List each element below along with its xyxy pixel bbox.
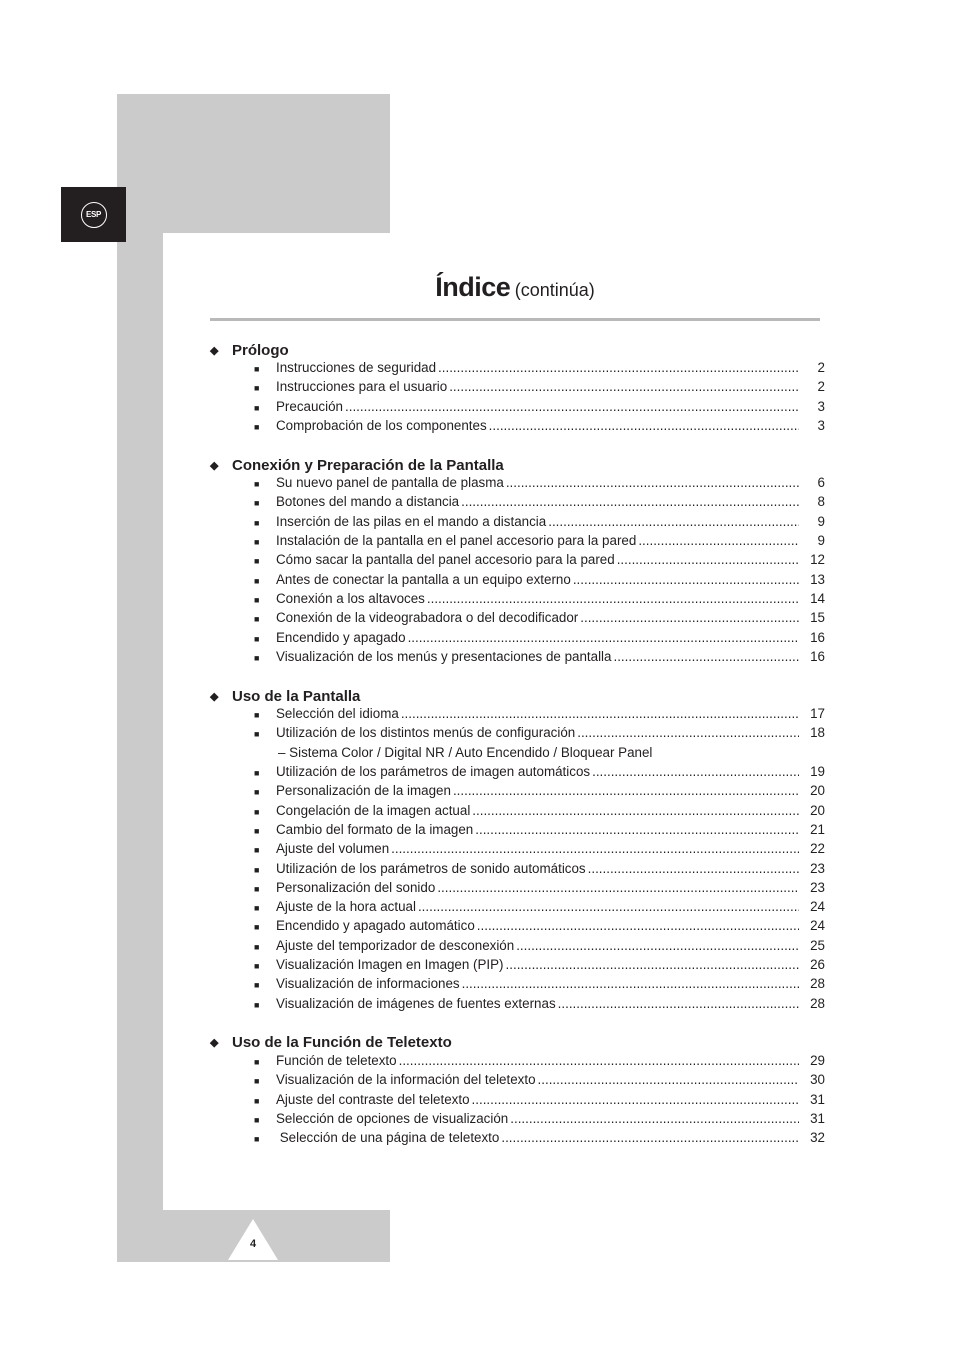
entry-label: Función de teletexto [276,1052,397,1068]
toc-section-uso-pantalla [210,686,825,1015]
square-bullet-icon: ■ [254,787,260,798]
entry-page: 29 [810,1052,825,1068]
dot-leader [438,360,799,375]
square-bullet-icon: ■ [254,903,260,914]
section-heading [210,686,825,706]
dot-leader [638,533,799,548]
entry-page: 22 [810,841,825,857]
section-title: Prólogo [232,341,289,359]
entry-page: 26 [810,957,825,973]
toc-entry[interactable] [210,764,825,783]
square-bullet-icon: ■ [254,768,260,779]
square-bullet-icon: ■ [254,537,260,548]
entry-label: Selección del idioma [276,706,399,722]
entry-page: 9 [817,533,825,549]
toc-entry[interactable] [210,725,825,744]
entry-label: Cómo sacar la pantalla del panel accesorio para la pared [276,552,615,568]
title-sub: (continúa) [514,280,595,300]
dot-leader [472,1092,799,1107]
entry-page: 30 [810,1072,825,1088]
toc-entry[interactable] [210,1053,825,1072]
page-number: 4 [249,1238,257,1250]
dot-leader [501,1130,799,1145]
table-of-contents [210,340,825,1167]
entry-label: Selección de opciones de visualización [276,1110,509,1126]
dot-leader [592,764,799,779]
toc-section-teletexto [210,1033,825,1149]
toc-entry[interactable] [210,1092,825,1111]
square-bullet-icon: ■ [254,633,260,644]
entry-page: 16 [810,648,825,664]
entry-label: Instalación de la pantalla en el panel accesorio para la pared [276,533,637,549]
diamond-icon: ◆ [210,690,219,703]
entry-label: Visualización de los menús y presentaciones de pantalla [276,648,612,664]
dot-leader [548,514,799,529]
entry-page: 28 [810,976,825,992]
dot-leader [475,822,799,837]
square-bullet-icon: ■ [254,652,260,663]
square-bullet-icon: ■ [254,825,260,836]
square-bullet-icon: ■ [254,594,260,605]
entry-page: 16 [810,629,825,645]
toc-entry[interactable] [210,803,825,822]
entry-page: 21 [810,821,825,837]
dot-leader [408,630,799,645]
entry-page: 13 [810,571,825,587]
square-bullet-icon: ■ [254,980,260,991]
toc-entry[interactable] [210,841,825,860]
entry-page: 12 [810,552,825,568]
dot-leader [345,399,799,414]
entry-label: Utilización de los parámetros de imagen automáticos [276,764,591,780]
entry-page: 17 [810,706,825,722]
entry-page: 2 [817,360,825,375]
entry-page: 20 [810,802,825,818]
entry-label: Visualización Imagen en Imagen (PIP) [276,957,504,973]
entry-label: Conexión a los altavoces [276,590,425,606]
entry-page: 31 [810,1110,825,1126]
section-title: Conexión y Preparación de la Pantalla [232,456,504,474]
entry-page: 6 [817,475,825,491]
title-divider [210,318,820,321]
dot-leader [477,918,799,933]
square-bullet-icon: ■ [254,883,260,894]
entry-label: Antes de conectar la pantalla a un equipo externo [276,571,571,587]
toc-entry[interactable] [210,1072,825,1091]
entry-label: Precaución [276,398,343,414]
toc-section-prologo [210,340,825,437]
dot-leader [573,572,799,587]
square-bullet-icon: ■ [254,864,260,875]
section-title: Uso de la Pantalla [232,687,361,705]
entry-label: Botones del mando a distancia [276,494,460,510]
toc-entry[interactable] [210,880,825,899]
entry-label: Encendido y apagado [276,629,406,645]
toc-entry[interactable] [210,996,825,1015]
toc-entry[interactable] [210,591,825,610]
entry-page: 14 [810,590,825,606]
dot-leader [613,649,799,664]
entry-label: Conexión de la videograbadora o del decodificador [276,610,579,626]
entry-page: 19 [810,764,825,780]
toc-entry[interactable] [210,572,825,591]
toc-entry[interactable] [210,514,825,533]
entry-label: Cambio del formato de la imagen [276,821,474,837]
dot-leader [399,1053,799,1068]
dot-leader [516,938,799,953]
toc-entry[interactable] [210,533,825,552]
toc-entry[interactable] [210,1130,825,1149]
side-band [117,94,163,1262]
dot-leader [588,861,799,876]
square-bullet-icon: ■ [254,1056,260,1067]
square-bullet-icon: ■ [254,556,260,567]
entry-label: Personalización del sonido [276,879,436,895]
dot-leader [453,783,799,798]
toc-entry[interactable] [210,494,825,513]
toc-entry[interactable] [210,783,825,802]
entry-page: 2 [817,379,825,395]
square-bullet-icon: ■ [254,961,260,972]
square-bullet-icon: ■ [254,479,260,490]
toc-entry[interactable] [210,861,825,880]
entry-label: Ajuste del temporizador de desconexión [276,937,515,953]
entry-label: Selección de una página de teletexto [276,1130,500,1146]
square-bullet-icon: ■ [254,729,260,740]
toc-entry[interactable] [210,379,825,398]
square-bullet-icon: ■ [254,421,260,432]
language-badge-label: ESP [81,202,107,228]
square-bullet-icon: ■ [254,383,260,394]
toc-entry[interactable] [210,552,825,571]
toc-entry[interactable] [210,976,825,995]
square-bullet-icon: ■ [254,364,260,374]
entry-page: 3 [817,398,825,414]
entry-label: Comprobación de los componentes [276,417,487,433]
entry-page: 15 [810,610,825,626]
square-bullet-icon: ■ [254,845,260,856]
section-heading [210,455,825,475]
language-badge [61,187,126,242]
square-bullet-icon: ■ [254,1076,260,1087]
dot-leader [577,725,799,740]
square-bullet-icon: ■ [254,402,260,413]
entry-page: 25 [810,937,825,953]
entry-page: 32 [810,1130,825,1146]
square-bullet-icon: ■ [254,806,260,817]
entry-page: 9 [817,513,825,529]
diamond-icon: ◆ [210,344,219,357]
entry-label: Inserción de las pilas en el mando a distancia [276,513,547,529]
dot-leader [462,976,799,991]
entry-label: Ajuste del volumen [276,841,390,857]
title-main: Índice [435,272,511,302]
square-bullet-icon: ■ [254,575,260,586]
square-bullet-icon: ■ [254,999,260,1010]
dot-leader [449,379,799,394]
entry-page: 8 [817,494,825,510]
toc-entry[interactable] [210,899,825,918]
square-bullet-icon: ■ [254,1134,260,1145]
square-bullet-icon: ■ [254,614,260,625]
entry-page: 23 [810,879,825,895]
toc-entry[interactable] [210,630,825,649]
entry-page: 20 [810,783,825,799]
toc-entry[interactable] [210,649,825,668]
toc-entry[interactable] [210,706,825,725]
dot-leader [391,841,799,856]
toc-entry[interactable] [210,957,825,976]
entry-label: Personalización de la imagen [276,783,451,799]
entry-page: 28 [810,995,825,1011]
toc-entry[interactable] [210,418,825,437]
page-title [210,272,820,303]
toc-section-conexion [210,455,825,668]
diamond-icon: ◆ [210,1037,219,1050]
entry-page: 24 [810,899,825,915]
square-bullet-icon: ■ [254,710,260,721]
dot-leader [489,418,799,433]
dot-leader [472,803,799,818]
section-title: Uso de la Función de Teletexto [232,1034,452,1052]
entry-label: Ajuste del contraste del teletexto [276,1091,470,1107]
entry-page: 3 [817,417,825,433]
toc-entry[interactable] [210,822,825,841]
entry-label: Su nuevo panel de pantalla de plasma [276,475,504,491]
toc-entry[interactable] [210,360,825,379]
square-bullet-icon: ■ [254,517,260,528]
dot-leader [558,996,799,1011]
entry-page: 31 [810,1091,825,1107]
toc-entry[interactable] [210,1111,825,1130]
diamond-icon: ◆ [210,459,219,472]
dot-leader [617,552,799,567]
entry-page: 23 [810,860,825,876]
dot-leader [510,1111,799,1126]
square-bullet-icon: ■ [254,922,260,933]
entry-label: Instrucciones de seguridad [276,360,437,375]
square-bullet-icon: ■ [254,498,260,509]
entry-label: Visualización de imágenes de fuentes externas [276,995,556,1011]
square-bullet-icon: ■ [254,1114,260,1125]
section-heading [210,340,825,360]
entry-label: Congelación de la imagen actual [276,802,471,818]
entry-label: Visualización de la información del teletexto [276,1072,536,1088]
toc-entry[interactable] [210,918,825,937]
square-bullet-icon: ■ [254,941,260,952]
dot-leader [461,494,799,509]
entry-label: Instrucciones para el usuario [276,379,448,395]
toc-entry[interactable] [210,938,825,957]
dot-leader [437,880,799,895]
entry-label: Ajuste de la hora actual [276,899,416,915]
entry-label: Utilización de los parámetros de sonido automáticos [276,860,586,876]
dot-leader [401,706,799,721]
toc-entry[interactable] [210,399,825,418]
dot-leader [506,957,799,972]
dot-leader [538,1072,799,1087]
dot-leader [418,899,799,914]
top-gray-block [117,94,390,233]
toc-entry[interactable] [210,610,825,629]
entry-label: Visualización de informaciones [276,976,460,992]
toc-entry[interactable] [210,475,825,494]
entry-label: Utilización de los distintos menús de configuración [276,725,576,741]
square-bullet-icon: ■ [254,1095,260,1106]
dot-leader [506,475,799,490]
section-heading [210,1033,825,1053]
entry-page: 18 [810,725,825,741]
entry-subnote: – Sistema Color / Digital NR / Auto Encendido / Bloquear Panel [278,744,653,760]
dot-leader [427,591,799,606]
entry-page: 24 [810,918,825,934]
entry-label: Encendido y apagado automático [276,918,475,934]
dot-leader [580,610,799,625]
